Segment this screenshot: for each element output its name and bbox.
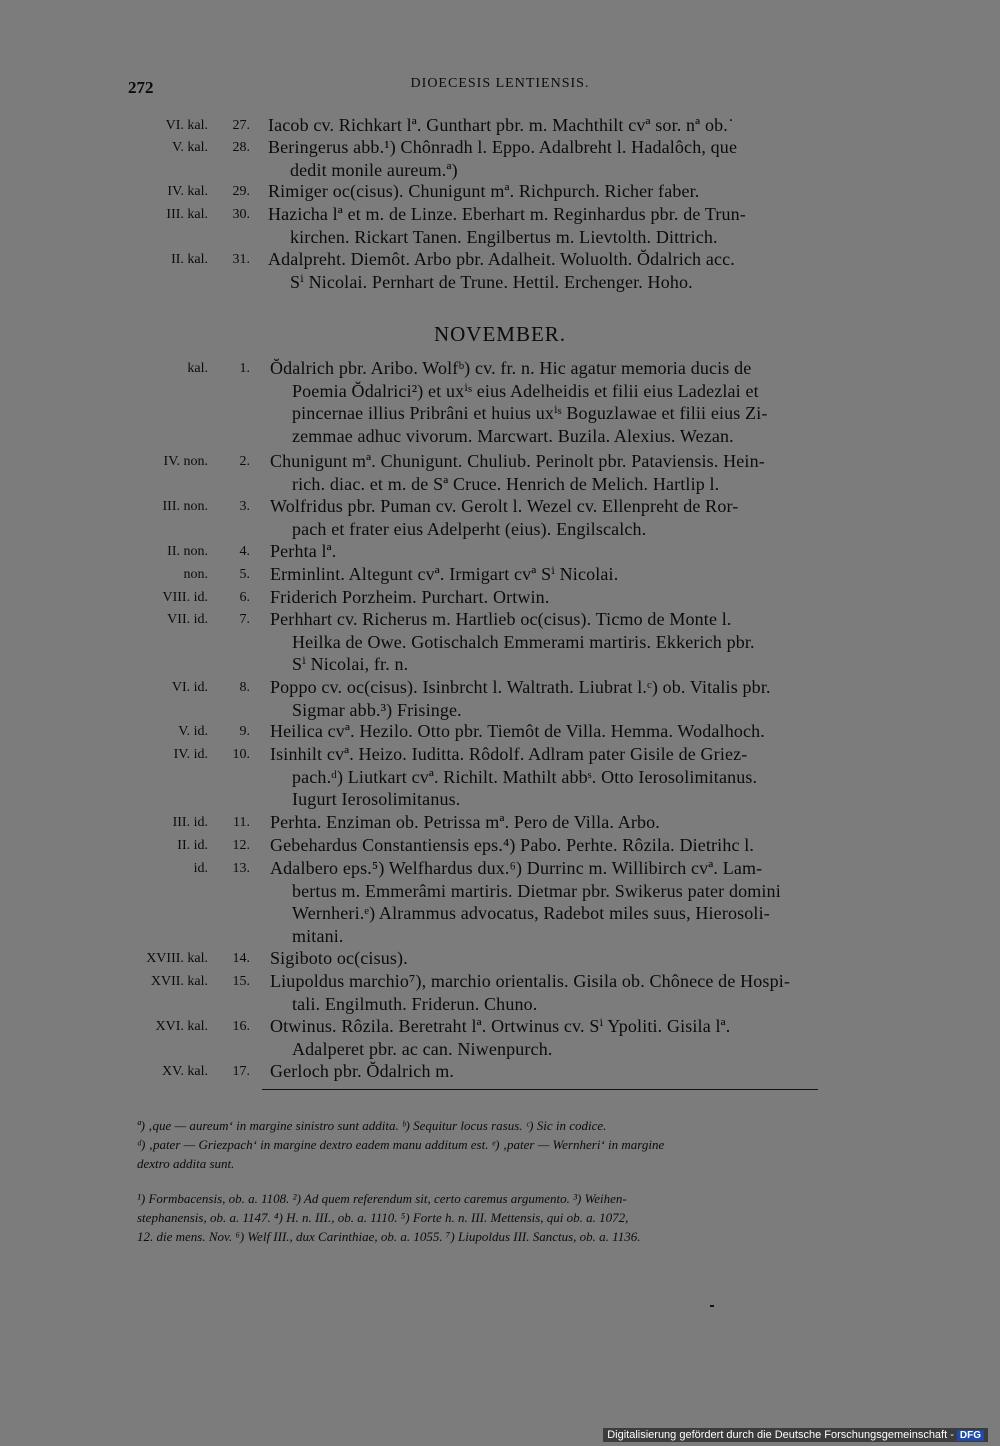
footnote-line: 12. die mens. Nov. ⁶) Welf III., dux Carinthiae, ob. a. 1055. ⁷) Liupoldus III. Sanctus, ob. a. 1136. xyxy=(137,1229,641,1244)
entry-line: pach.ᵈ) Liutkart cvª. Richilt. Mathilt abbˢ. Otto Ierosolimitanus. xyxy=(292,766,758,787)
entry-line: pincernae illius Pribrâni et huius uxⁱˢ Boguzlawae et filii eius Zi- xyxy=(292,403,768,424)
day-number: 13. xyxy=(232,861,250,876)
day-number: 6. xyxy=(239,590,250,605)
entry-text xyxy=(270,720,765,743)
entry-line: Ŏdalrich pbr. Aribo. Wolfᵇ) cv. fr. n. Hic agatur memoria ducis de xyxy=(270,358,752,378)
entry-line: Iacob cv. Richkart lª. Gunthart pbr. m. Machthilt cvª sor. nª ob.˙ xyxy=(268,115,735,135)
entry-line: Erminlint. Altegunt cvª. Irmigart cvª Sⁱ Nicolai. xyxy=(270,564,619,584)
entry-line: Perhta lª. xyxy=(270,541,337,561)
roman-date: IV. kal. xyxy=(167,184,208,199)
entry-line: Otwinus. Rôzila. Beretraht lª. Ortwinus cv. Sⁱ Ypoliti. Gisila lª. xyxy=(270,1016,731,1036)
dfg-logo: DFG xyxy=(957,1430,984,1441)
day-number: 16. xyxy=(232,1019,250,1034)
entry-line: mitani. xyxy=(292,925,344,946)
day-number: 5. xyxy=(239,567,250,582)
entry-line: Perhhart cv. Richerus m. Hartlieb oc(cisus). Ticmo de Monte l. xyxy=(270,609,732,629)
entry-line: Sⁱ Nicolai, fr. n. xyxy=(292,654,409,675)
day-number: 2. xyxy=(239,454,250,469)
entry-line: Sigmar abb.³) Frisinge. xyxy=(292,699,462,720)
footnote-line: stephanensis, ob. a. 1147. ⁴) H. n. III., ob. a. 1110. ⁵) Forte h. n. III. Mettensis, qui ob. a. 1072, xyxy=(137,1210,629,1225)
entry-line: dedit monile aureum.ª) xyxy=(290,159,458,180)
day-number: 30. xyxy=(232,207,250,222)
entry-text xyxy=(270,857,781,947)
roman-date: III. non. xyxy=(162,499,208,514)
entry-text xyxy=(270,357,768,447)
roman-date: III. id. xyxy=(172,815,208,830)
entry-line: Beringerus abb.¹) Chônradh l. Eppo. Adalbreht l. Hadalôch, que xyxy=(268,137,738,157)
entry-line: Sⁱ Nicolai. Pernhart de Trune. Hettil. Erchenger. Hoho. xyxy=(290,271,693,292)
roman-date: II. id. xyxy=(177,838,208,853)
entry-line: zemmae adhuc vivorum. Marcwart. Buzila. Alexius. Wezan. xyxy=(292,425,734,446)
day-number: 28. xyxy=(232,140,250,155)
entry-line: Adalperet pbr. ac can. Niwenpurch. xyxy=(292,1038,553,1059)
entry-line: tali. Engilmuth. Friderun. Chuno. xyxy=(292,993,538,1014)
entry-text xyxy=(270,563,618,586)
entry-line: Adalpreht. Diemôt. Arbo pbr. Adalheit. Woluolth. Ŏdalrich acc. xyxy=(268,249,735,269)
roman-date: IV. non. xyxy=(163,454,208,469)
day-number: 8. xyxy=(239,680,250,695)
entry-line: Iugurt Ierosolimitanus. xyxy=(292,789,461,810)
entry-line: Friderich Porzheim. Purchart. Ortwin. xyxy=(270,587,550,607)
entry-line: Heilica cvª. Hezilo. Otto pbr. Tiemôt de Villa. Hemma. Wodalhoch. xyxy=(270,721,765,741)
footnotes-letters xyxy=(137,1116,664,1173)
roman-date: IV. id. xyxy=(173,747,208,762)
entry-line: Chunigunt mª. Chunigunt. Chuliub. Perinolt pbr. Pataviensis. Hein- xyxy=(270,451,765,471)
entry-line: Rimiger oc(cisus). Chunigunt mª. Richpurch. Richer faber. xyxy=(268,181,700,201)
day-number: 9. xyxy=(239,724,250,739)
roman-date: III. kal. xyxy=(166,207,208,222)
footnotes-numbers xyxy=(137,1189,640,1246)
entry-text xyxy=(270,450,765,495)
entry-text xyxy=(270,1060,454,1083)
entry-line: Gerloch pbr. Ŏdalrich m. xyxy=(270,1061,455,1081)
entry-line: Poemia Ŏdalrici²) et uxⁱˢ eius Adelheidis et filii eius Ladezlai et xyxy=(292,380,759,401)
day-number: 3. xyxy=(239,499,250,514)
roman-date: XVII. kal. xyxy=(150,974,208,989)
month-heading: NOVEMBER. xyxy=(433,322,567,346)
scan-speck xyxy=(710,1305,714,1307)
roman-date: id. xyxy=(193,861,208,876)
entry-line: pach et frater eius Adelperht (eius). Engilscalch. xyxy=(292,518,647,539)
footer-credit xyxy=(603,1428,988,1442)
roman-date: VII. id. xyxy=(167,612,208,627)
roman-date: XVI. kal. xyxy=(155,1019,208,1034)
entry-line: Wolfridus pbr. Puman cv. Gerolt l. Wezel cv. Ellenpreht de Ror- xyxy=(270,496,739,516)
entry-line: Poppo cv. oc(cisus). Isinbrcht l. Waltrath. Liubrat l.ᶜ) ob. Vitalis pbr. xyxy=(270,677,771,697)
roman-date: XVIII. kal. xyxy=(146,951,208,966)
entry-text xyxy=(268,248,735,293)
roman-date: V. kal. xyxy=(172,140,208,155)
footnote-line: dextro addita sunt. xyxy=(137,1156,235,1171)
entry-text xyxy=(270,495,738,540)
roman-date: VI. kal. xyxy=(165,118,208,133)
entry-text xyxy=(268,114,734,137)
footnote-rule xyxy=(262,1089,818,1090)
entry-text xyxy=(270,1015,730,1060)
entry-text xyxy=(268,136,737,181)
entry-text xyxy=(270,811,660,834)
day-number: 10. xyxy=(232,747,250,762)
entry-line: Hazicha lª et m. de Linze. Eberhart m. Reginhardus pbr. de Trun- xyxy=(268,204,746,224)
roman-date: VIII. id. xyxy=(162,590,208,605)
entry-text xyxy=(270,586,550,609)
footnote-line: ¹) Formbacensis, ob. a. 1108. ²) Ad quem referendum sit, certo caremus argumento. ³) Weihen- xyxy=(137,1191,627,1206)
day-number: 7. xyxy=(239,612,250,627)
entry-text xyxy=(270,608,755,676)
entry-line: Wernheri.ᵉ) Alrammus advocatus, Radebot miles suus, Hierosoli- xyxy=(292,903,770,924)
entry-line: rich. diac. et m. de Sª Cruce. Henrich de Melich. Hartlip l. xyxy=(292,473,720,494)
roman-date: kal. xyxy=(187,361,208,376)
footnote-line: ᵈ) ‚pater — Griezpach‘ in margine dextro eadem manu additum est. ᵉ) ‚pater — Wernheri‘ in margine xyxy=(137,1137,665,1152)
entry-line: Isinhilt cvª. Heizo. Iuditta. Rôdolf. Adlram pater Gisile de Griez- xyxy=(270,744,748,764)
day-number: 29. xyxy=(232,184,250,199)
entry-text xyxy=(270,676,771,721)
entry-text xyxy=(270,970,790,1015)
roman-date: non. xyxy=(183,567,208,582)
entry-line: Sigiboto oc(cisus). xyxy=(270,948,408,968)
entry-line: bertus m. Emmerâmi martiris. Dietmar pbr. Swikerus pater domini xyxy=(292,880,781,901)
entry-text xyxy=(270,540,336,563)
entry-text xyxy=(270,834,754,857)
roman-date: V. id. xyxy=(178,724,208,739)
entry-line: Liupoldus marchio⁷), marchio orientalis. Gisila ob. Chônece de Hospi- xyxy=(270,971,791,991)
entry-text xyxy=(268,180,699,203)
entry-text xyxy=(270,743,757,811)
entry-line: Adalbero eps.⁵) Welfhardus dux.⁶) Durrinc m. Willibirch cvª. Lam- xyxy=(270,858,763,878)
day-number: 17. xyxy=(232,1064,250,1079)
roman-date: II. kal. xyxy=(171,252,208,267)
entry-text xyxy=(268,203,746,248)
entry-text xyxy=(270,947,408,970)
day-number: 11. xyxy=(233,815,250,830)
entry-line: kirchen. Rickart Tanen. Engilbertus m. Lievtolth. Dittrich. xyxy=(290,226,718,247)
page-number: 272 xyxy=(128,78,154,97)
day-number: 15. xyxy=(232,974,250,989)
roman-date: VI. id. xyxy=(171,680,208,695)
footer-credit-text: Digitalisierung gefördert durch die Deutsche Forschungsgemeinschaft - xyxy=(607,1429,954,1441)
entry-line: Heilka de Owe. Gotischalch Emmerami martiris. Ekkerich pbr. xyxy=(292,631,755,652)
roman-date: II. non. xyxy=(167,544,208,559)
entry-line: Perhta. Enziman ob. Petrissa mª. Pero de Villa. Arbo. xyxy=(270,812,660,832)
day-number: 14. xyxy=(232,951,250,966)
day-number: 4. xyxy=(239,544,250,559)
entry-line: Gebehardus Constantiensis eps.⁴) Pabo. Perhte. Rôzila. Dietrihc l. xyxy=(270,835,755,855)
day-number: 27. xyxy=(232,118,250,133)
day-number: 12. xyxy=(232,838,250,853)
running-title: DIOECESIS LENTIENSIS. xyxy=(410,76,590,91)
roman-date: XV. kal. xyxy=(161,1064,208,1079)
day-number: 31. xyxy=(232,252,250,267)
day-number: 1. xyxy=(239,361,250,376)
footnote-line: ª) ‚que — aureum‘ in margine sinistro sunt addita. ᵇ) Sequitur locus rasus. ᶜ) Sic in codice. xyxy=(137,1118,607,1133)
